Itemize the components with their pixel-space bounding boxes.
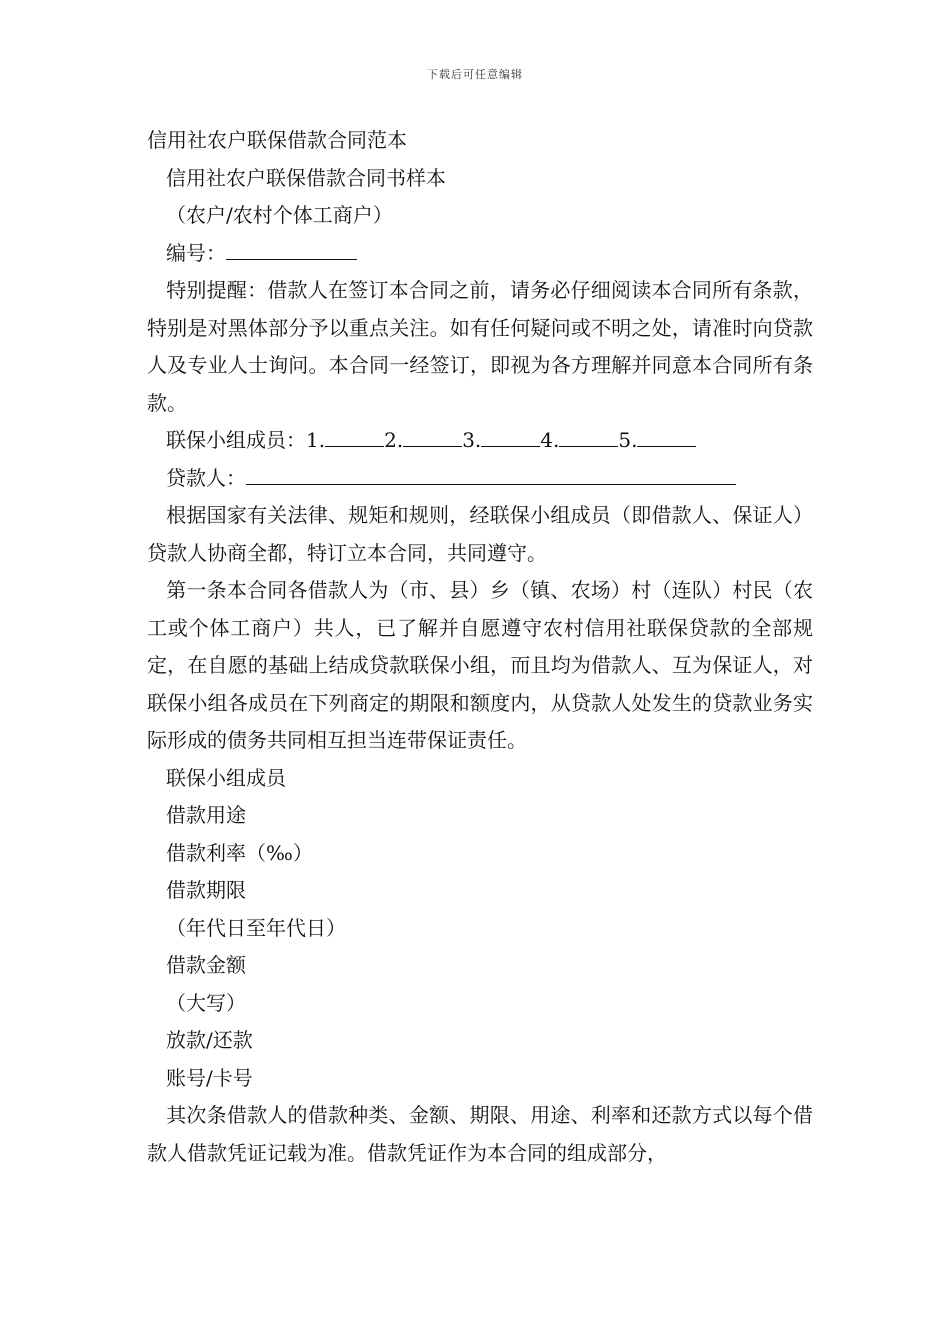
contract-number-row (147, 235, 813, 273)
table-item-term: 借款期限 (166, 878, 246, 902)
table-item-purpose: 借款用途 (166, 803, 246, 827)
member-slot-2: 2. (384, 428, 404, 452)
member-blank-2[interactable] (403, 424, 462, 447)
table-item-term-dates: （年代日至年代日） (166, 915, 346, 940)
number-blank[interactable] (226, 237, 357, 260)
article-1-paragraph (147, 572, 813, 760)
member-slot-4: 4. (540, 428, 560, 452)
notice-text: 特别提醒：借款人在签订本合同之前，请务必仔细阅读本合同所有条款，特别是对黑体部分予以重点关注。如有任何疑问或不明之处，请准时向贷款人及专业人士询问。本合同一经签订，即视为各方理解并同意本合同所有条款。 (147, 278, 813, 415)
members-row (147, 422, 813, 460)
table-item-account: 账号/卡号 (166, 1065, 253, 1090)
table-item-members: 联保小组成员 (166, 765, 286, 790)
article-2-text: 其次条借款人的借款种类、金额、期限、用途、利率和还款方式以每个借款人借款凭证记载为准。借款凭证作为本合同的组成部分， (147, 1103, 813, 1165)
member-slot-1: 1. (306, 428, 326, 452)
preamble-paragraph (147, 497, 813, 572)
members-label: 联保小组成员： (166, 428, 306, 452)
member-blank-3[interactable] (481, 424, 540, 447)
lender-blank[interactable] (246, 462, 736, 485)
article-2-paragraph (147, 1097, 813, 1172)
preamble-text: 根据国家有关法律、规矩和规则，经联保小组成员（即借款人、保证人）贷款人协商全都，特订立本合同，共同遵守。 (147, 503, 813, 565)
header-note: 下载后可任意编辑 (427, 68, 523, 81)
member-slot-5: 5. (618, 428, 638, 452)
document-subtitle: 信用社农户联保借款合同书样本 (166, 165, 446, 190)
lender-label: 贷款人： (166, 465, 246, 490)
document-title: 信用社农户联保借款合同范本 (147, 128, 407, 152)
member-slot-3: 3. (462, 428, 482, 452)
table-item-disburse-repay: 放款/还款 (166, 1028, 253, 1052)
member-blank-5[interactable] (637, 424, 696, 447)
member-blank-1[interactable] (325, 424, 384, 447)
notice-paragraph (147, 272, 813, 422)
lender-row (147, 460, 813, 498)
table-item-amount: 借款金额 (166, 953, 246, 977)
table-item-amount-capital: （大写） (166, 990, 246, 1015)
article-1-text: 第一条本合同各借款人为（市、县）乡（镇、农场）村（连队）村民（农工或个体工商户）共人，已了解并自愿遵守农村信用社联保贷款的全部规定，在自愿的基础上结成贷款联保小组，而且均为借款人、互为保证人，对联保小组各成员在下列商定的期限和额度内，从贷款人处发生的贷款业务实际形成的债务共同相互担当连带保证责任。 (147, 578, 813, 752)
number-label: 编号： (166, 240, 226, 265)
member-blank-4[interactable] (559, 424, 618, 447)
document-body (147, 122, 813, 1172)
party-type: （农户/农村个体工商户） (166, 203, 393, 227)
table-item-rate: 借款利率（‰） (166, 840, 313, 865)
